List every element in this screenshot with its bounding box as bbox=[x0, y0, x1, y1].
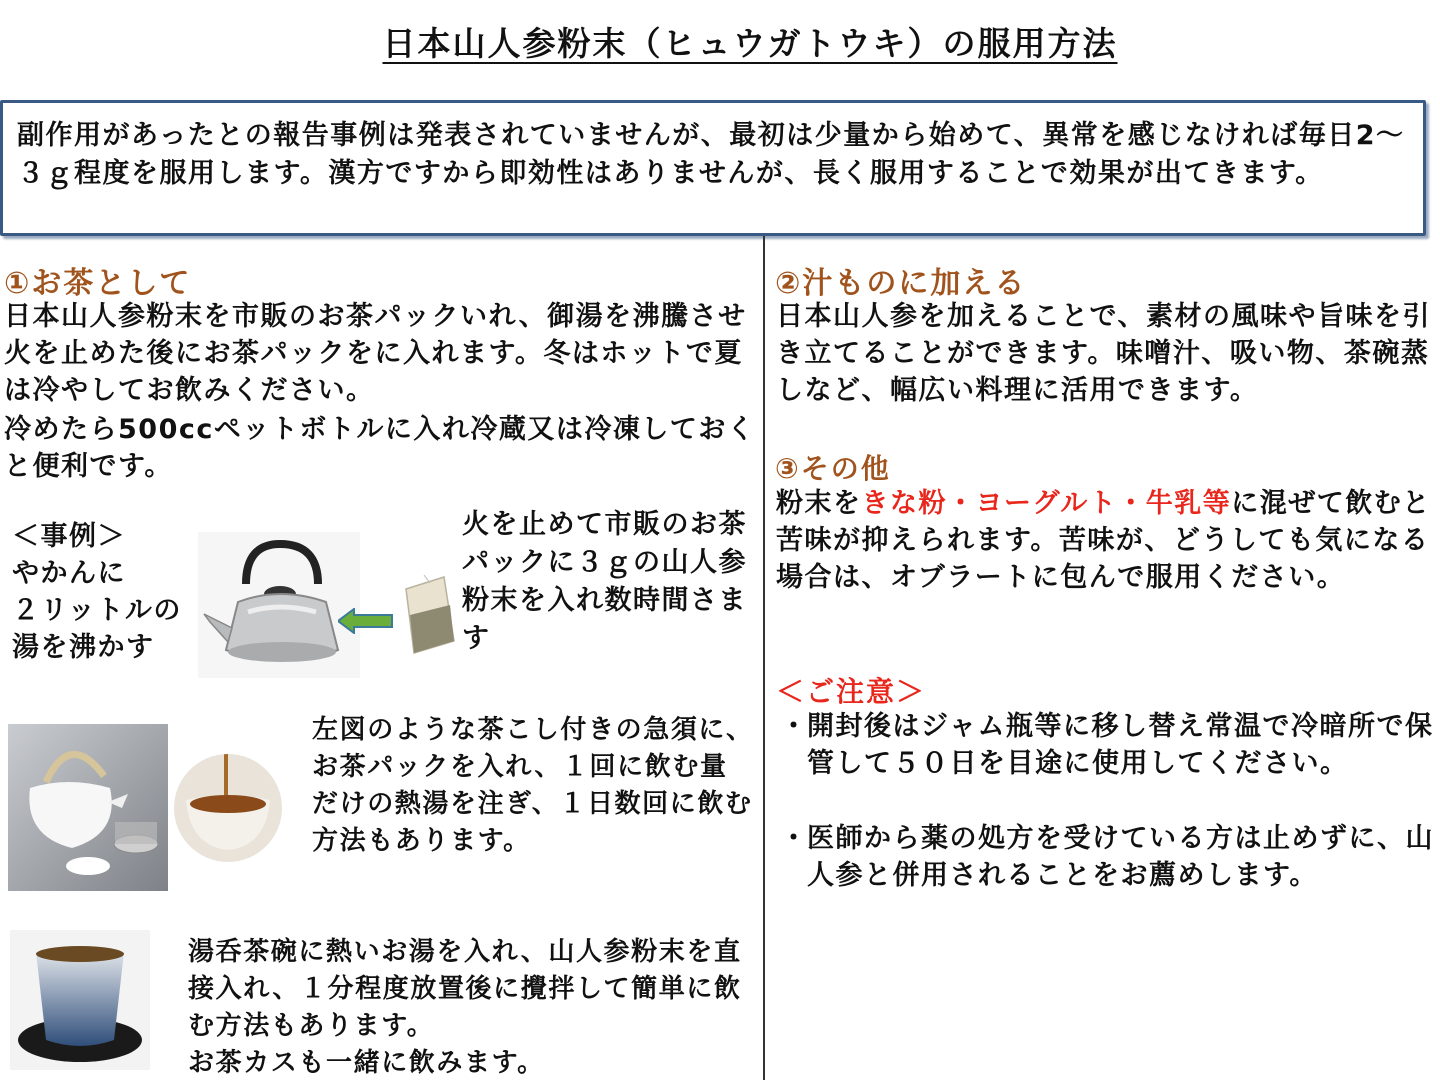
yunomi-caption-2: お茶カスも一緒に飲みます。 bbox=[188, 1048, 545, 1078]
teapot-caption: 左図のような茶こし付きの急須に、お茶パックを入れ、１回に飲む量だけの熱湯を注ぎ、１日数回に飲む方法もあります。 bbox=[312, 715, 754, 856]
note-bullet-2: ・ bbox=[780, 823, 809, 854]
other-text-before: 粉末を bbox=[776, 488, 862, 519]
example-line-2: ２リットルの bbox=[12, 595, 182, 626]
other-text-after: に混ぜて飲むと苦味が抑えられます。苦味が、どうしても気になる場合は、オブラートに包んで服用ください。 bbox=[776, 488, 1431, 593]
yunomi-image bbox=[10, 930, 150, 1070]
example-label: ＜事例＞ bbox=[12, 521, 126, 552]
yunomi-icon bbox=[10, 930, 150, 1070]
tea-paragraph-1: 日本山人参粉末を市販のお茶パックいれ、御湯を沸騰させ火を止めた後にお茶パックをに入れます。冬はホットで夏は冷やしてお飲みください。 bbox=[4, 301, 747, 406]
tea-paragraph-2: 冷めたら500ccペットボトルに入れ冷蔵又は冷凍しておくと便利です。 bbox=[4, 414, 756, 482]
note-text-2: 医師から薬の処方を受けている方は止めずに、山人参と併用されることをお薦めします。 bbox=[807, 823, 1434, 891]
teapot-icon bbox=[8, 724, 168, 891]
page-title-text: 日本山人参粉末（ヒュウガトウキ）の服用方法 bbox=[382, 24, 1118, 63]
example-block bbox=[12, 518, 212, 666]
tea-cup-icon bbox=[174, 754, 282, 862]
note-item-1 bbox=[776, 708, 1436, 782]
kettle-image bbox=[198, 532, 360, 678]
tea-bag-icon bbox=[400, 575, 458, 655]
note-text-1: 開封後はジャム瓶等に移し替え常温で冷暗所で保管して５０日を目途に使用してください。 bbox=[807, 711, 1434, 779]
note-bullet-1: ・ bbox=[780, 711, 809, 742]
soup-paragraph: 日本山人参を加えることで、素材の風味や旨味を引き立てることができます。味噌汁、吸い物、茶碗蒸しなど、幅広い料理に活用できます。 bbox=[776, 301, 1431, 406]
intro-box bbox=[0, 100, 1426, 236]
example-line-3: 湯を沸かす bbox=[12, 632, 155, 663]
kettle-caption: 火を止めて市販のお茶パックに３ｇの山人参粉末を入れ数時間さます bbox=[462, 509, 747, 654]
tea-heading: ①お茶として bbox=[4, 266, 192, 301]
page-title bbox=[0, 18, 1440, 65]
intro-text: 副作用があったとの報告事例は発表されていませんが、最初は少量から始めて、異常を感じなければ毎日2～３ｇ程度を服用します。漢方ですから即効性はありませんが、長く服用することで効果が出てきます。 bbox=[17, 120, 1405, 189]
tea-bag-image bbox=[400, 575, 458, 655]
other-paragraph bbox=[776, 485, 1432, 596]
column-divider bbox=[763, 236, 765, 1080]
kettle-icon bbox=[198, 532, 360, 678]
example-line-1: やかんに bbox=[12, 558, 126, 589]
teapot-image bbox=[8, 724, 168, 891]
arrow-left-icon bbox=[338, 608, 394, 634]
tea-cup-image bbox=[174, 754, 282, 862]
note-heading: ＜ご注意＞ bbox=[776, 675, 927, 708]
other-heading: ③その他 bbox=[775, 452, 891, 485]
note-item-2 bbox=[776, 820, 1436, 894]
yunomi-caption: 湯呑茶碗に熱いお湯を入れ、山人参粉末を直接入れ、１分程度放置後に攪拌して簡単に飲む方法もあります。 bbox=[188, 937, 742, 1041]
other-highlight: きな粉・ヨーグルト・牛乳等 bbox=[861, 488, 1232, 519]
soup-heading: ②汁ものに加える bbox=[775, 266, 1027, 301]
